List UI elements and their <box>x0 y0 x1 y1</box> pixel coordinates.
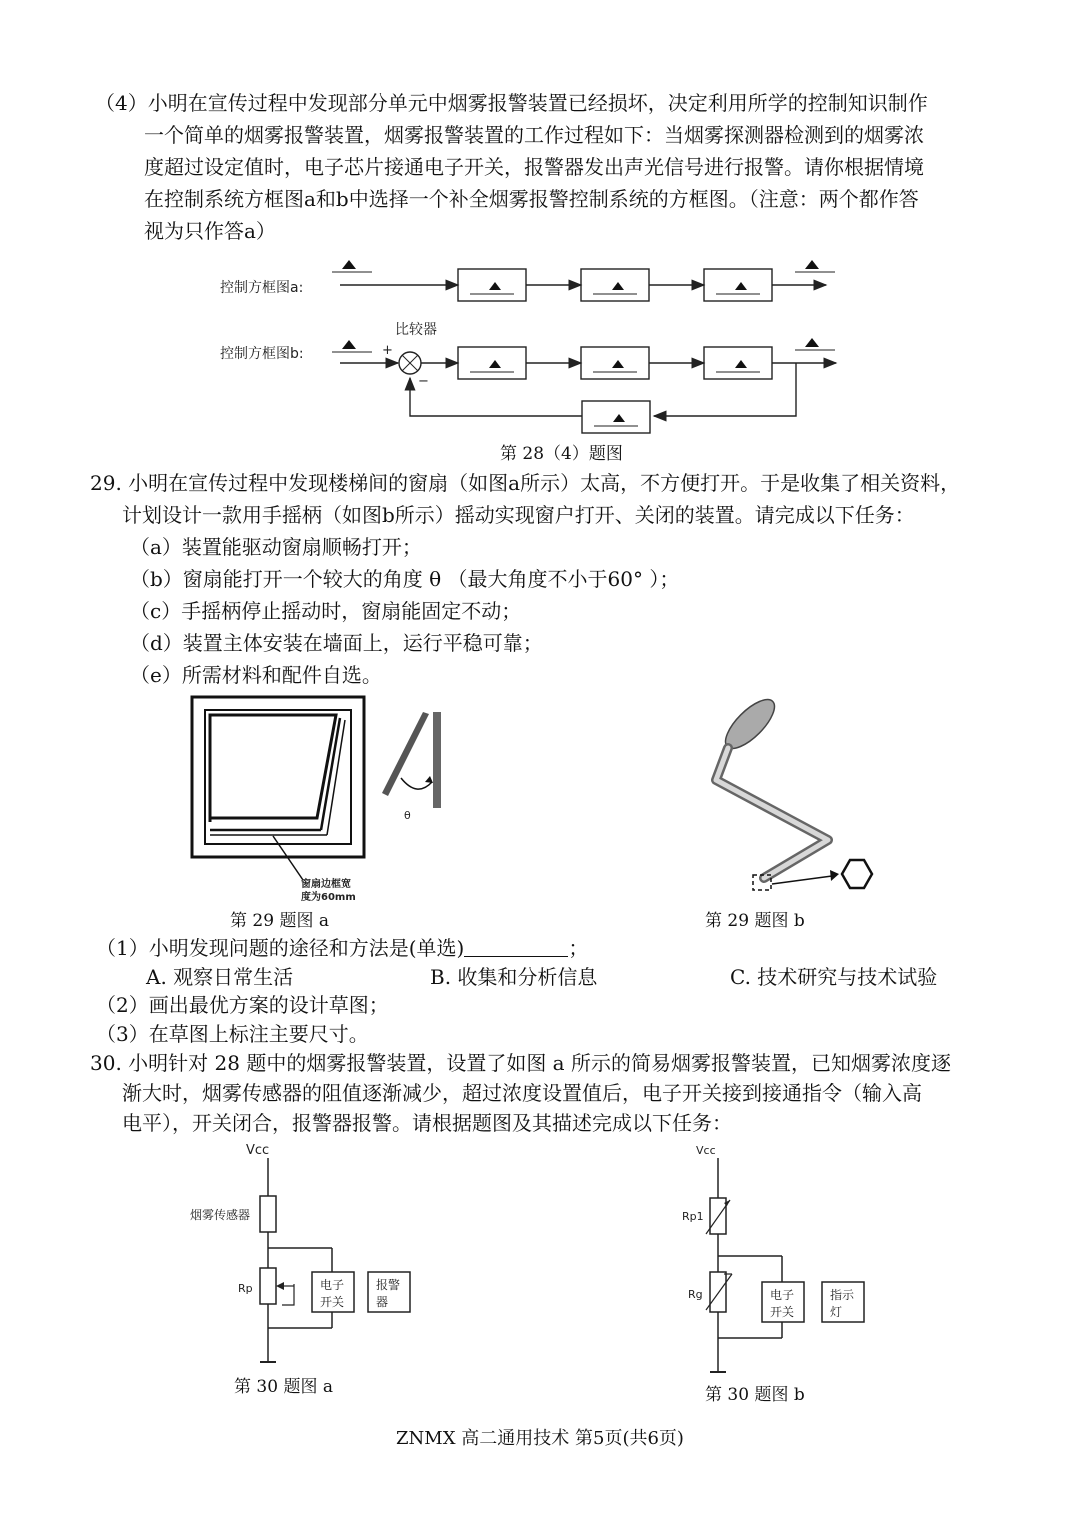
q28-line-1: （4）小明在宣传过程中发现部分单元中烟雾报警装置已经损坏，决定利用所学的控制知识制作 <box>95 91 928 115</box>
circuit-a <box>180 1140 440 1380</box>
q30-line-2: 渐大时，烟雾传感器的阻值逐渐减少，超过浓度设置值后，电子开关接到接通指令（输入高 <box>122 1081 922 1105</box>
option-c: C. 技术研究与技术试验 <box>730 965 938 989</box>
block-a2 <box>581 269 649 301</box>
plus-sign: + <box>382 343 393 358</box>
q30-caption-a: 第 30 题图 a <box>234 1377 333 1397</box>
circuit-b <box>660 1140 920 1380</box>
q28-line-4: 在控制系统方框图a和b中选择一个补全烟雾报警控制系统的方框图。（注意：两个都作答 <box>144 187 919 211</box>
alarm-line1: 报警 <box>376 1278 401 1292</box>
q30-line-1: 30. 小明针对 28 题中的烟雾报警装置，设置了如图 a 所示的简易烟雾报警装置，已知烟雾浓度逐 <box>90 1051 951 1075</box>
q29-task-e: （e）所需材料和配件自选。 <box>130 663 382 687</box>
q29-caption-a: 第 29 题图 a <box>230 911 329 931</box>
q29-caption-b: 第 29 题图 b <box>705 911 805 931</box>
q29-sub1 <box>96 933 588 964</box>
window-figure <box>185 690 485 905</box>
answer-blank[interactable] <box>464 934 568 957</box>
theta-label: θ <box>404 809 411 822</box>
q28-line-2: 一个简单的烟雾报警装置，烟雾报警装置的工作过程如下：当烟雾探测器检测到的烟雾浓 <box>144 123 924 147</box>
control-block-diagrams <box>0 250 1080 465</box>
page-footer: ZNMX 高二通用技术 第5页(共6页) <box>396 1428 684 1449</box>
q29-task-b: （b）窗扇能打开一个较大的角度 θ （最大角度不小于60° ）； <box>130 567 680 591</box>
block-a1 <box>458 269 526 301</box>
rg-label: Rg <box>688 1288 703 1301</box>
switch-b-line1: 电子 <box>770 1288 795 1302</box>
q29-line-2: 计划设计一款用手摇柄（如图b所示）摇动实现窗户打开、关闭的装置。请完成以下任务： <box>122 503 915 527</box>
q30-line-3: 电平），开关闭合，报警器报警。请根据题图及其描述完成以下任务： <box>122 1111 732 1135</box>
q29-sub1-text: （1）小明发现问题的途径和方法是(单选) <box>96 936 465 960</box>
frame-note-2: 度为60mm <box>301 892 356 903</box>
hand-crank-figure <box>690 690 890 905</box>
block-b3 <box>704 347 772 379</box>
diagram-a-label: 控制方框图a: <box>220 280 304 296</box>
switch-a-line2: 开关 <box>320 1295 345 1309</box>
rp1-label: Rp1 <box>682 1210 704 1223</box>
block-b2 <box>581 347 649 379</box>
q29-task-d: （d）装置主体安装在墙面上，运行平稳可靠； <box>130 631 543 655</box>
feedback-block <box>582 401 650 433</box>
blank-triangle <box>342 260 356 269</box>
block-b1 <box>458 347 526 379</box>
frame-note-1: 窗扇边框宽 <box>301 879 351 890</box>
vcc-label-a: Vcc <box>246 1143 270 1158</box>
comparator-label: 比较器 <box>395 322 437 338</box>
switch-b-line2: 开关 <box>770 1305 795 1319</box>
q30-caption-b: 第 30 题图 b <box>705 1385 805 1405</box>
sensor-label: 烟雾传感器 <box>190 1208 251 1222</box>
switch-a-line1: 电子 <box>320 1278 345 1292</box>
hexagon-shaft-icon <box>842 860 872 888</box>
smoke-sensor <box>260 1196 276 1232</box>
q29-task-a: （a）装置能驱动窗扇顺畅打开； <box>130 535 422 559</box>
rg-resistor <box>710 1272 726 1312</box>
vcc-label-b: Vcc <box>696 1144 716 1157</box>
q29-line-1: 29. 小明在宣传过程中发现楼梯间的窗扇（如图a所示）太高，不方便打开。于是收集了相关资料， <box>90 471 961 495</box>
q29-task-c: （c）手摇柄停止摇动时，窗扇能固定不动； <box>130 599 522 623</box>
light-line2: 灯 <box>830 1305 843 1319</box>
minus-sign: − <box>418 374 429 389</box>
q29-sub2: （2）画出最优方案的设计草图； <box>96 993 389 1017</box>
option-a: A. 观察日常生活 <box>146 965 294 989</box>
q29-sub1-end: ； <box>568 936 589 960</box>
diagram-b-label: 控制方框图b: <box>220 346 304 362</box>
rp-label: Rp <box>238 1282 253 1295</box>
alarm-line2: 器 <box>376 1295 389 1309</box>
q28-line-5: 视为只作答a） <box>144 219 276 243</box>
option-b: B. 收集和分析信息 <box>430 965 598 989</box>
rp-resistor <box>260 1268 276 1304</box>
block-a3 <box>704 269 772 301</box>
q28-line-3: 度超过设定值时，电子芯片接通电子开关，报警器发出声光信号进行报警。请你根据情境 <box>144 155 924 179</box>
q29-sub3: （3）在草图上标注主要尺寸。 <box>96 1022 369 1046</box>
q28-caption: 第 28（4）题图 <box>500 444 623 464</box>
light-line1: 指示 <box>830 1288 855 1302</box>
